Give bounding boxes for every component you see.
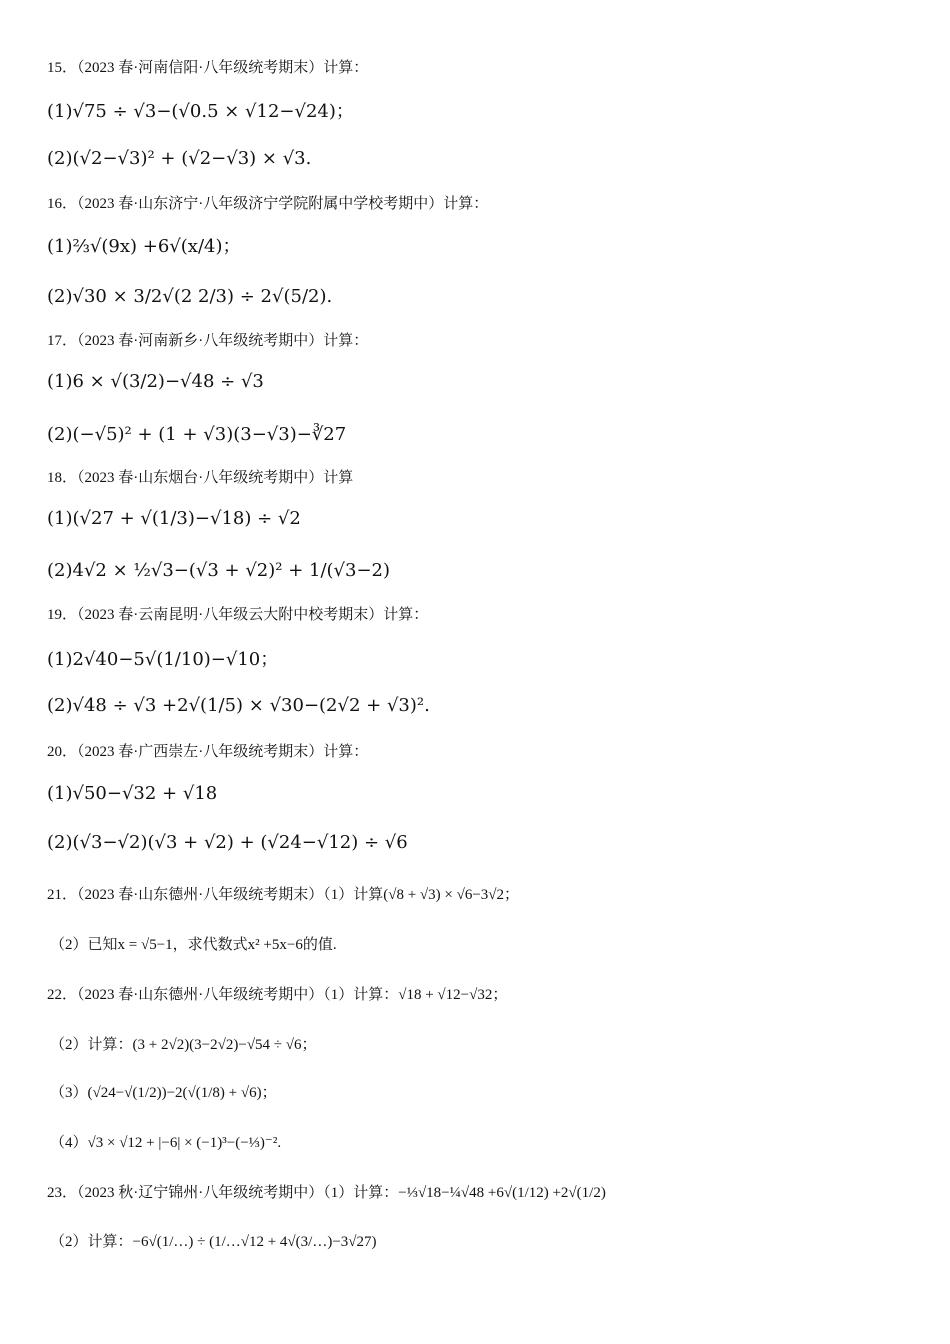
problem-18-part-1: (1)(√27 + √(1/3)−√18) ÷ √2 (47, 508, 301, 529)
problem-19-part-1: (1)2√40−5√(1/10)−√10； (47, 649, 279, 670)
problem-20-part-1: (1)√50−√32 + √18 (47, 783, 218, 804)
problem-19-header: 19．（2023 春·云南昆明·八年级云大附中校考期末）计算： (47, 607, 429, 623)
problem-22-part-4: （4）√3 × √12 + |−6| × (−1)³−(−⅓)⁻². (50, 1135, 282, 1151)
problem-23-part-2: （2）计算：−6√(1/…) ÷ (1/…√12 + 4√(3/…)−3√27) (50, 1234, 377, 1250)
problem-17-part-2: (2)(−√5)² + (1 + √3)(3−√3)−∛27 (47, 424, 347, 445)
problem-18-header: 18．（2023 春·山东烟台·八年级统考期中）计算 (47, 470, 354, 486)
problem-20-header: 20．（2023 春·广西崇左·八年级统考期末）计算： (47, 744, 369, 760)
problem-15-part-2: (2)(√2−√3)² + (√2−√3) × √3. (47, 148, 312, 169)
problem-23-header: 23．（2023 秋·辽宁锦州·八年级统考期中）（1）计算：−⅓√18−¼√48 +6√(1/12) +2√(1/2) (47, 1185, 606, 1201)
problem-19-part-2: (2)√48 ÷ √3 +2√(1/5) × √30−(2√2 + √3)². (47, 695, 430, 716)
problem-21-header: 21．（2023 春·山东德州·八年级统考期末）（1）计算(√8 + √3) × √6−3√2； (47, 887, 520, 903)
problem-22-part-2: （2）计算：(3 + 2√2)(3−2√2)−√54 ÷ √6； (50, 1037, 317, 1053)
problem-15-header: 15．（2023 春·河南信阳·八年级统考期末）计算： (47, 60, 369, 76)
problem-15-part-1: (1)√75 ÷ √3−(√0.5 × √12−√24)； (47, 101, 354, 122)
problem-22-header: 22．（2023 春·山东德州·八年级统考期中）（1）计算：√18 + √12−√32； (47, 987, 508, 1003)
problem-21-part-2: （2）已知x = √5−1，求代数式x² +5x−6的值. (50, 937, 337, 953)
problem-20-part-2: (2)(√3−√2)(√3 + √2) + (√24−√12) ÷ √6 (47, 832, 408, 853)
problem-16-part-1: (1)⅔√(9x) +6√(x/4)； (47, 236, 241, 257)
problem-17-part-1: (1)6 × √(3/2)−√48 ÷ √3 (47, 371, 264, 392)
problem-16-header: 16．（2023 春·山东济宁·八年级济宁学院附属中学校考期中）计算： (47, 196, 489, 212)
problem-22-part-3: （3）(√24−√(1/2))−2(√(1/8) + √6)； (50, 1085, 277, 1101)
problem-16-part-2: (2)√30 × 3/2√(2 2/3) ÷ 2√(5/2). (47, 286, 333, 307)
problem-18-part-2: (2)4√2 × ½√3−(√3 + √2)² + 1/(√3−2) (47, 560, 391, 581)
problem-17-header: 17．（2023 春·河南新乡·八年级统考期中）计算： (47, 333, 369, 349)
